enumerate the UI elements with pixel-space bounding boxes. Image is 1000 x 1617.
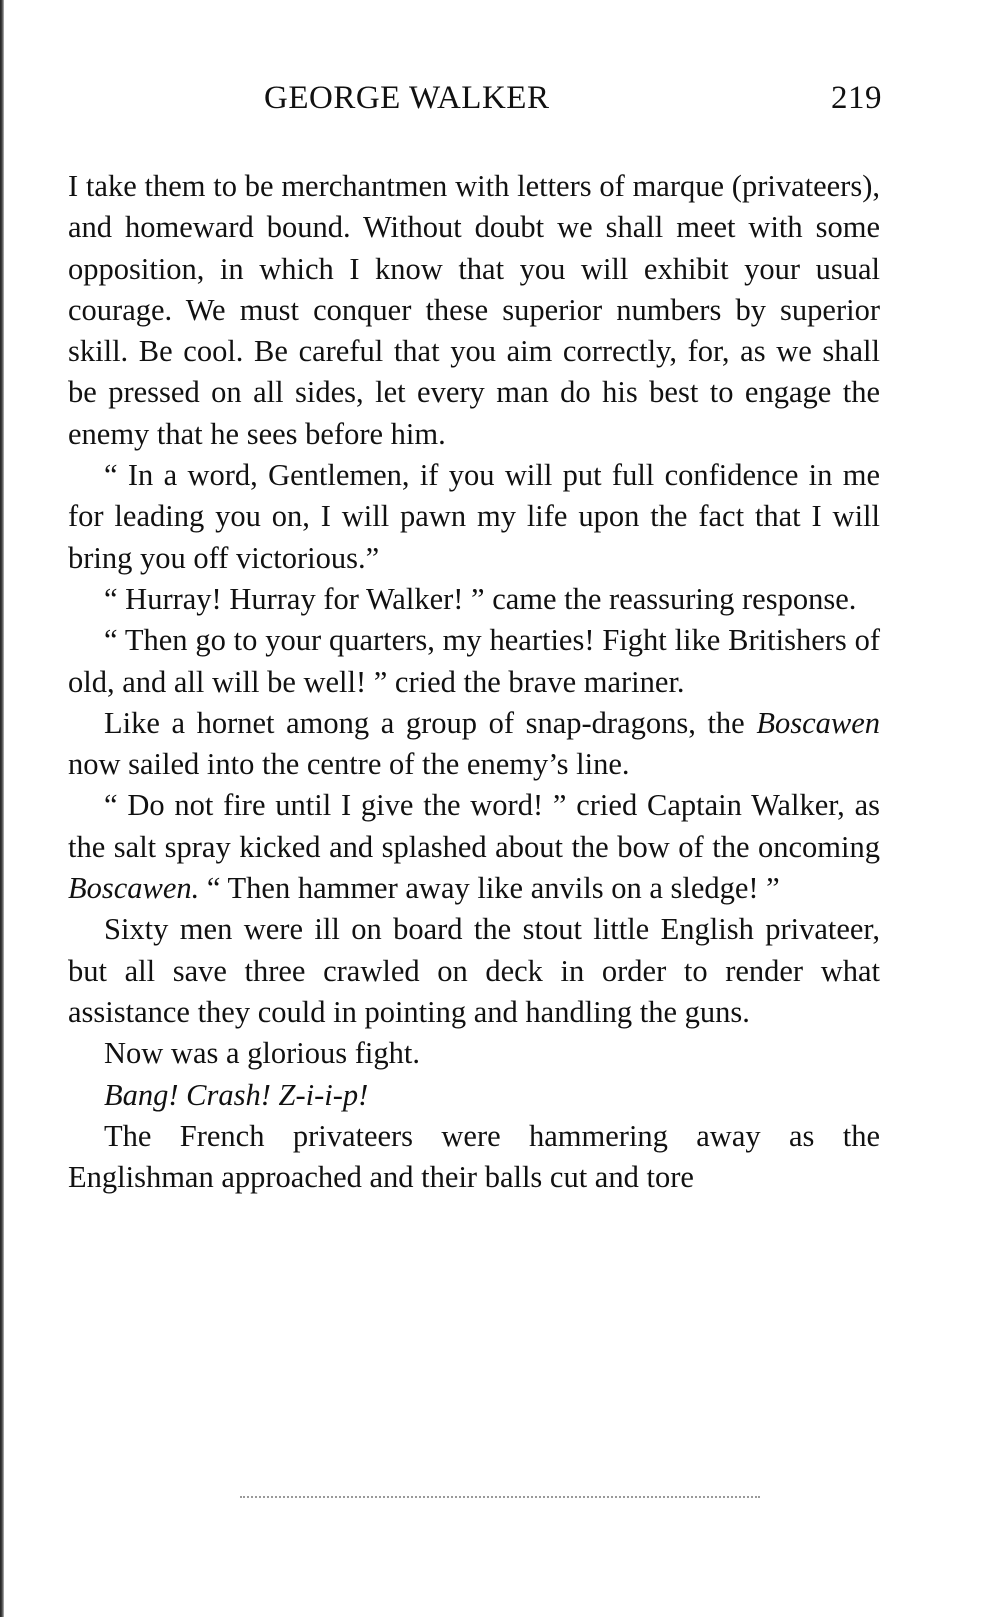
running-head: GEORGE WALKER (264, 80, 550, 116)
paragraph (68, 909, 880, 1033)
paragraph (68, 620, 880, 703)
text-segment: “ Then go to your quarters, my hearties! Fight like Britishers of old, and all will be well! ” cried the brave mariner. (68, 623, 880, 699)
ship-name: Boscawen. (68, 871, 200, 906)
paragraph (68, 1033, 880, 1074)
paragraph (68, 1116, 880, 1199)
page-foot-marks (240, 1496, 760, 1501)
text-segment: Sixty men were ill on board the stout little English privateer, but all save three crawled on deck in order to render what assistance they could in pointing and handling the guns. (68, 912, 880, 1029)
text-segment: I take them to be merchantmen with letters of marque (privateers), and homeward bound. Without doubt we shall meet with some opposition, in which I know that you will exhibit your usual courage. We must conquer these superior numbers by superior skill. Be cool. Be careful that you aim correctly, for, as we shall be pressed on all sides, let every man do his best to engage the enemy that he sees before him. (68, 169, 880, 451)
text-segment: The French privateers were hammering away as the Englishman approached and their balls cut and tore (68, 1118, 880, 1195)
text-segment: “ Then hammer away like anvils on a sledge! ” (199, 871, 780, 906)
body-text (68, 166, 880, 1198)
text-segment: now sailed into the centre of the enemy’s line. (68, 747, 630, 782)
paragraph (68, 703, 880, 786)
text-segment: Like a hornet among a group of snap-dragons, the (104, 705, 757, 740)
text-segment: “ Hurray! Hurray for Walker! ” came the reassuring response. (104, 581, 857, 616)
binding-edge (0, 0, 4, 1617)
text-segment: “ In a word, Gentlemen, if you will put full confidence in me for leading you on, I will pawn my life upon the fact that I will bring you off victorious.” (68, 458, 880, 575)
page-header (68, 80, 882, 130)
paragraph (68, 1075, 880, 1116)
text-segment: “ Do not fire until I give the word! ” cried Captain Walker, as the salt spray kicked and splashed about the bow of the oncoming (68, 788, 880, 864)
paragraph (68, 785, 880, 909)
paragraph (68, 579, 880, 620)
ship-name: Boscawen (756, 705, 880, 740)
text-segment: Now was a glorious fight. (104, 1036, 420, 1071)
paragraph (68, 455, 880, 579)
page-number: 219 (831, 80, 882, 116)
sound-effect: Bang! Crash! Z-i-i-p! (104, 1077, 369, 1112)
paragraph (68, 166, 880, 455)
